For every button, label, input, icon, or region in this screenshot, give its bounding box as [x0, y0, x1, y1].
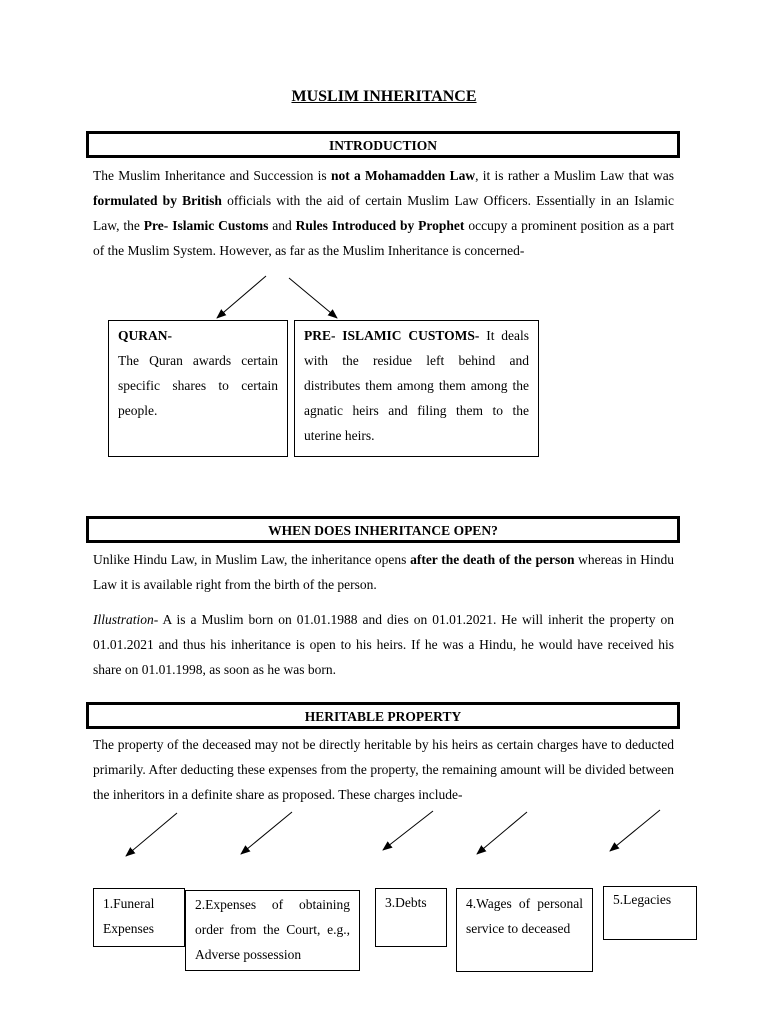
intro-text-4: and	[268, 218, 296, 233]
charge-funeral-text: 1.Funeral Expenses	[103, 896, 155, 936]
when-text-1: Unlike Hindu Law, in Muslim Law, the inheritance opens	[93, 552, 411, 567]
arrow-to-debts	[383, 811, 433, 850]
when-opens-paragraph	[93, 547, 674, 682]
arrow-to-quran	[217, 276, 266, 318]
intro-text-1: The Muslim Inheritance and Succession is	[93, 168, 331, 183]
intro-bold-1: not a Mohamadden Law	[330, 168, 476, 183]
introduction-heading	[86, 131, 680, 158]
heritable-text: The property of the deceased may not be directly heritable by his heirs as certain charges have to deducted primarily. After deducting these expenses from the property, the remaining amount will be divided between the inheritors in a definite share as proposed. These charges include-	[93, 737, 674, 802]
charge-debts-text: 3.Debts	[385, 895, 427, 910]
introduction-heading-text: INTRODUCTION	[328, 138, 437, 153]
charge-box-funeral	[93, 888, 185, 947]
quran-box	[108, 320, 288, 457]
intro-text-5: occupy a prominent position as a part of the Muslim System. However, as far as the Muslim Inheritance is concerned-	[93, 218, 674, 258]
arrow-to-legacies	[610, 810, 660, 851]
page-title: MUSLIM INHERITANCE	[291, 88, 477, 105]
charge-box-court-expenses	[185, 890, 360, 971]
illustration-text: - A is a Muslim born on 01.01.1988 and dies on 01.01.2021. He will inherit the property on 01.01.2021 and thus his inheritance is open to his heirs. If he was a Hindu, he would have received his share on 01.01.1998, as soon as he was born.	[93, 612, 674, 677]
intro-text-2: , it is rather a Muslim Law that was	[475, 168, 674, 183]
illustration-label: Illustration	[93, 612, 154, 627]
when-opens-heading-text: WHEN DOES INHERITANCE OPEN?	[268, 523, 498, 538]
charge-box-legacies	[603, 886, 697, 940]
intro-bold-3: Pre- Islamic Customs	[143, 218, 269, 233]
when-bold-1: after the death of the person	[410, 552, 575, 567]
arrow-to-funeral	[126, 813, 177, 856]
when-opens-heading	[86, 516, 680, 543]
intro-bold-4: Rules Introduced by Prophet	[295, 218, 465, 233]
intro-text-3: officials with the aid of certain Muslim Law Officers. Essentially in an Islamic Law, the	[93, 193, 674, 233]
arrow-to-court	[241, 812, 292, 854]
quran-box-text: The Quran awards certain specific shares to certain people.	[118, 353, 278, 418]
charge-box-wages	[456, 888, 593, 972]
charge-box-debts	[375, 888, 447, 947]
pre-islamic-customs-box	[294, 320, 539, 457]
when-text-2: whereas in Hindu Law it is available right from the birth of the person.	[93, 552, 674, 592]
charge-wages-text: 4.Wages of personal service to deceased	[466, 896, 583, 936]
quran-box-title: QURAN-	[118, 328, 172, 343]
intro-bold-2: formulated by British	[93, 193, 222, 208]
charge-legacies-text: 5.Legacies	[613, 892, 672, 907]
charge-court-text: 2.Expenses of obtaining order from the Court, e.g., Adverse possession	[195, 897, 350, 962]
arrow-to-customs	[289, 278, 337, 318]
customs-box-text: It deals with the residue left behind and distributes them among them among the agnatic heirs and filing them to the uterine heirs.	[304, 328, 529, 443]
heritable-property-heading	[86, 702, 680, 729]
customs-box-title: PRE- ISLAMIC CUSTOMS-	[304, 328, 480, 343]
introduction-paragraph	[93, 163, 674, 263]
heritable-paragraph	[93, 732, 674, 807]
arrow-to-wages	[477, 812, 527, 854]
heritable-heading-text: HERITABLE PROPERTY	[304, 709, 462, 724]
